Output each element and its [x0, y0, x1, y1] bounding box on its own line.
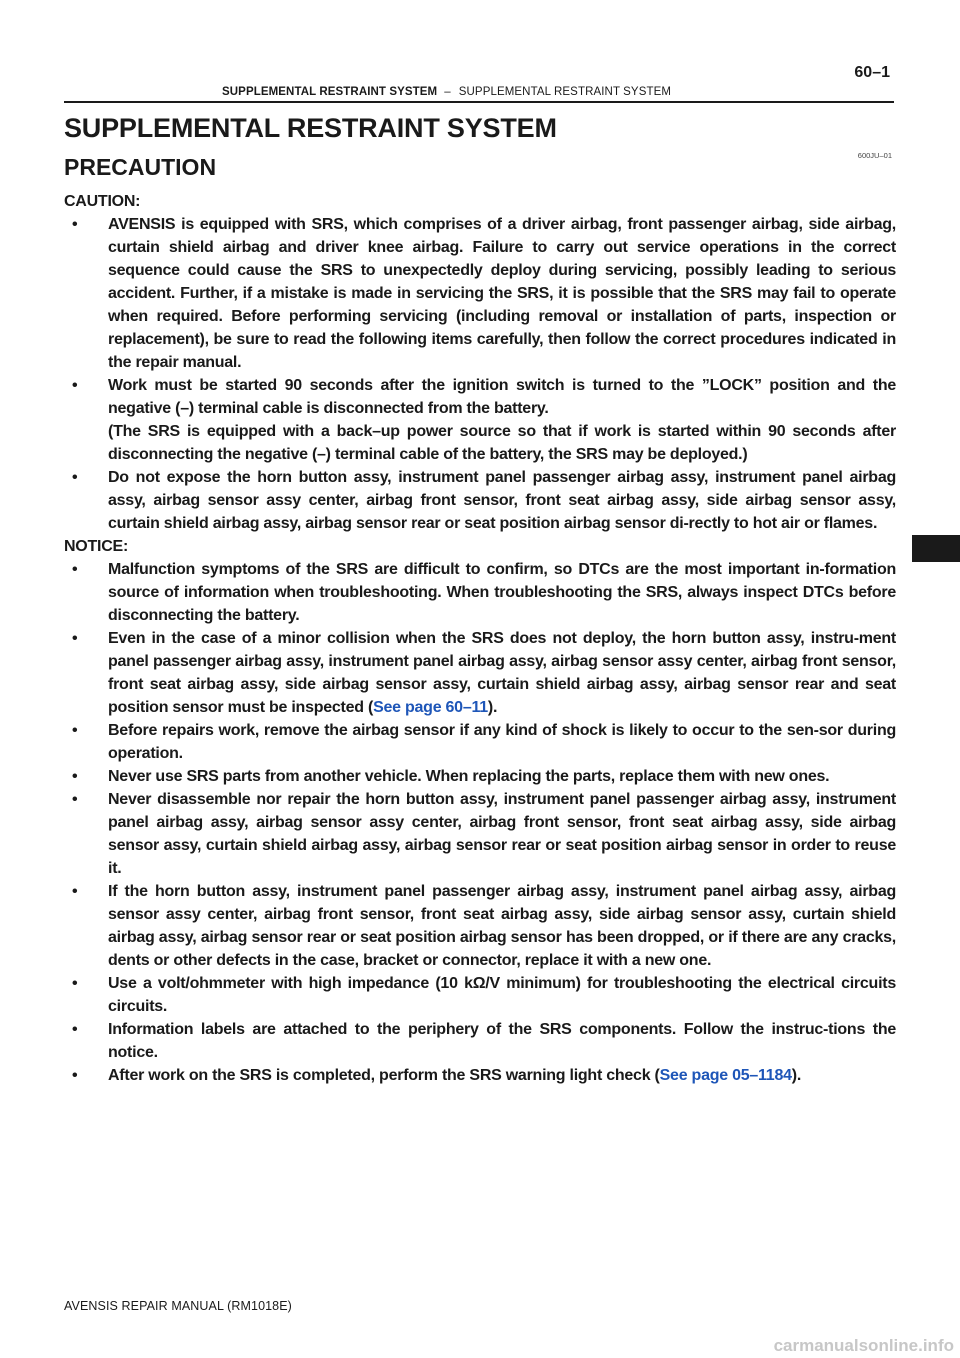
bullet: • — [72, 377, 78, 394]
page-footer: AVENSIS REPAIR MANUAL (RM1018E) — [64, 1299, 292, 1313]
list-item: • Never disassemble nor repair the horn button assy, instrument panel passenger airbag assy, instrument panel airbag assy, airbag sensor assy center, airbag front sensor, front seat airbag assy, side airbag sensor assy, curtain shield airbag assy, airbag sensor rear or seat position airbag sensor in order to reuse it. — [64, 788, 896, 880]
page-content — [64, 190, 896, 1087]
list-item: • If the horn button assy, instrument panel passenger airbag assy, instrument panel airbag assy, airbag sensor assy center, airbag front sensor, front seat airbag assy, side airbag sensor assy, curtain shield airbag assy, airbag sensor rear or seat position airbag sensor has been dropped, or if there are any cracks, dents or other defects in the case, bracket or connector, replace it with a new one. — [64, 880, 896, 972]
list-item: • Use a volt/ohmmeter with high impedance (10 kΩ/V minimum) for troubleshooting the electrical circuits circuits. — [64, 972, 896, 1018]
bullet: • — [72, 469, 78, 486]
list-item: • After work on the SRS is completed, perform the SRS warning light check (See page 05–1184). — [64, 1064, 896, 1087]
see-page-link[interactable]: See page 05–1184 — [659, 1067, 792, 1084]
bullet: • — [72, 883, 78, 900]
bullet: • — [72, 561, 78, 578]
bullet: • — [72, 630, 78, 647]
list-item: • Even in the case of a minor collision when the SRS does not deploy, the horn button assy, instru-ment panel passenger airbag assy, instrument panel airbag assy, airbag sensor assy center, airbag front sensor, front seat airbag assy, side airbag sensor assy, curtain shield airbag assy, airbag sensor rear and seat position sensor must be inspected (See page 60–11). — [64, 627, 896, 719]
section-thumb-tab — [912, 535, 960, 562]
watermark: carmanualsonline.info — [773, 1336, 954, 1355]
bullet: • — [72, 768, 78, 785]
bullet: • — [72, 216, 78, 233]
list-item: • Never use SRS parts from another vehicle. When replacing the parts, replace them with new ones. — [64, 765, 896, 788]
bullet: • — [72, 791, 78, 808]
page-number: 60–1 — [854, 64, 890, 81]
bullet: • — [72, 722, 78, 739]
notice-list — [64, 558, 896, 1087]
list-item: • Before repairs work, remove the airbag sensor if any kind of shock is likely to occur to the sen-sor during operation. — [64, 719, 896, 765]
list-item: • Do not expose the horn button assy, instrument panel passenger airbag assy, instrument panel airbag assy, airbag sensor assy center, airbag front sensor, front seat airbag assy, side airbag sensor assy, curtain shield airbag assy, airbag sensor rear or seat position airbag sensor di-rectly to hot air or flames. — [64, 466, 896, 535]
header-separator: – — [444, 86, 451, 98]
section-heading: PRECAUTION — [64, 154, 217, 180]
list-item: • Information labels are attached to the periphery of the SRS components. Follow the instruc-tions the notice. — [64, 1018, 896, 1064]
bullet: • — [72, 1067, 78, 1084]
list-item-note: (The SRS is equipped with a back–up power source so that if work is started within 90 seconds after disconnecting the negative (–) terminal cable of the battery, the SRS may be deployed.) — [108, 423, 896, 463]
header-section-title: SUPPLEMENTAL RESTRAINT SYSTEM – SUPPLEMENTAL RESTRAINT SYSTEM — [222, 86, 672, 98]
header-rule — [64, 101, 894, 103]
list-item: • Malfunction symptoms of the SRS are difficult to confirm, so DTCs are the most important in-formation source of information when troubleshooting. When troubleshooting the SRS, always inspect DTCs before disconnecting the battery. — [64, 558, 896, 627]
caution-label: CAUTION: — [64, 193, 141, 210]
document-code: 600JU–01 — [857, 151, 892, 160]
bullet: • — [72, 1021, 78, 1038]
list-item: • Work must be started 90 seconds after the ignition switch is turned to the ”LOCK” position and the negative (–) terminal cable is disconnected from the battery. (The SRS is equipped with a back–up power source so that if work is started within 90 seconds after disconnecting the negative (–) terminal cable of the battery, the SRS may be deployed.) — [64, 374, 896, 466]
bullet: • — [72, 975, 78, 992]
list-item: • AVENSIS is equipped with SRS, which comprises of a driver airbag, front passenger airbag, side airbag, curtain shield airbag and driver knee airbag. Failure to carry out service operations in the correct sequence could cause the SRS to unexpectedly deploy during servicing, possibly leading to serious accident. Further, if a mistake is made in servicing the SRS, it is possible that the SRS may fail to operate when required. Before performing servicing (including removal or installation of parts, inspection or replacement), be sure to read the following items carefully, then follow the correct procedures indicated in the repair manual. — [64, 213, 896, 374]
header-section-subtitle: SUPPLEMENTAL RESTRAINT SYSTEM — [458, 86, 672, 98]
see-page-link[interactable]: See page 60–11 — [373, 699, 488, 716]
caution-list — [64, 213, 896, 535]
notice-label: NOTICE: — [64, 538, 129, 555]
page-title: SUPPLEMENTAL RESTRAINT SYSTEM — [64, 113, 557, 143]
